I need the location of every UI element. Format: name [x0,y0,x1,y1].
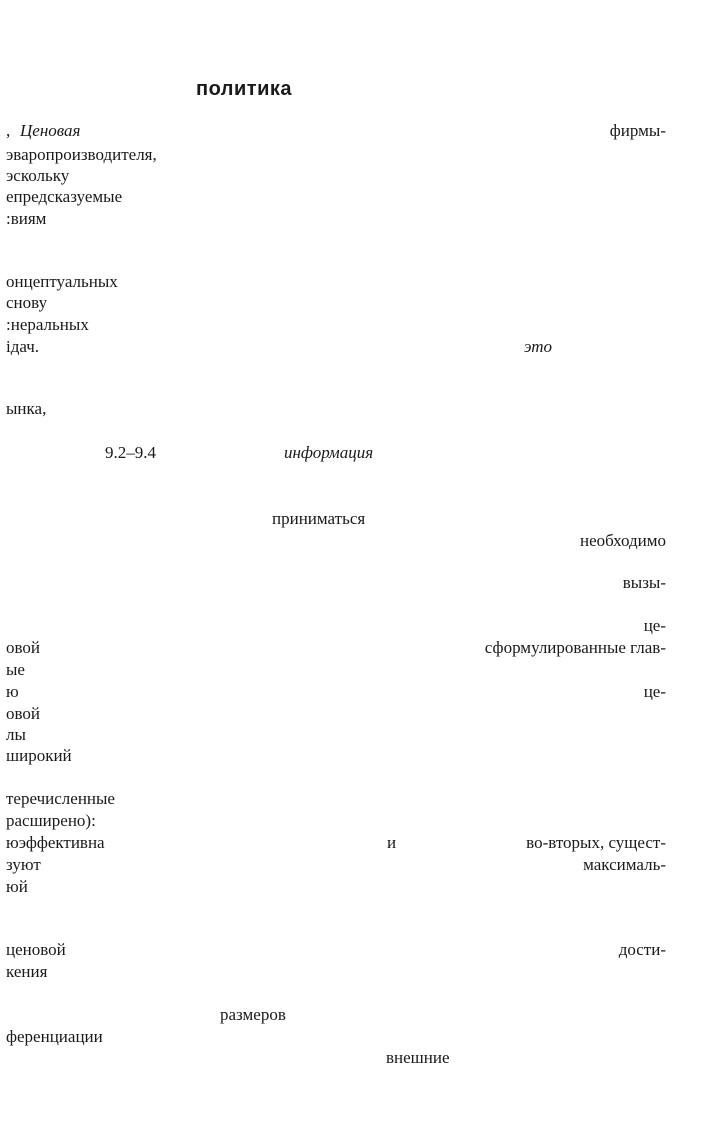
text-fragment: ференциации [6,1027,103,1046]
text-fragment: расширено): [6,811,96,830]
text-fragment: ценовой [6,940,66,959]
text-fragment: внешние [386,1048,450,1067]
text-fragment: ынка, [6,399,47,418]
text-fragment: теречисленные [6,789,115,808]
text-fragment: эскольку [6,166,70,185]
text-fragment: и [387,833,397,852]
text-fragment: кения [6,962,48,981]
text-fragment: це- [643,616,666,635]
section-heading: политика [196,78,293,100]
text-fragment: овой [6,638,41,657]
text-fragment: Ценовая [20,121,81,140]
text-fragment: это [524,337,553,356]
text-fragment: дости- [618,940,666,959]
text-fragment: эваропроизводителя, [6,145,157,164]
text-fragment: лы [6,725,26,744]
text-fragment: :виям [6,209,47,228]
text-fragment: фирмы- [609,121,666,140]
text-fragment: ідач. [6,337,40,356]
text-fragment: , [6,121,11,140]
text-fragment: информация [284,443,374,462]
text-fragment: овой [6,704,41,723]
text-fragment: онцептуальных [6,272,118,291]
text-fragment: необходимо [579,531,666,550]
text-fragment: максималь- [583,855,666,874]
text-fragment: во-вторых, сущест- [526,833,666,852]
text-fragment: епредсказуемые [6,187,123,206]
text-fragment: сформулированные глав- [484,638,666,657]
text-fragment: ю [6,682,19,701]
text-fragment: :неральных [6,315,89,334]
text-fragment: юй [6,877,28,896]
text-fragment: снову [6,293,48,312]
text-fragment: ширoкий [6,746,72,765]
text-fragment: вызы- [622,573,666,592]
text-fragment: приниматься [272,509,366,528]
text-fragment: ые [6,660,25,679]
text-fragment: размеров [220,1005,286,1024]
text-fragment: це- [643,682,666,701]
text-fragment: 9.2–9.4 [105,443,156,462]
text-fragment: зуют [6,855,41,874]
text-fragment: юэффективна [6,833,105,852]
